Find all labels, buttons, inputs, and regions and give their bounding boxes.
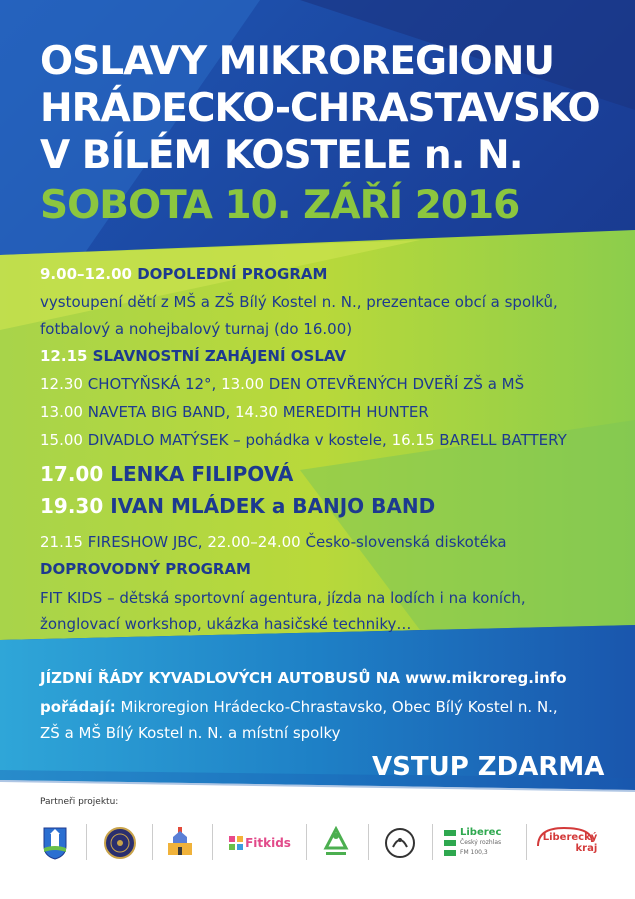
- row4-event2: Česko-slovenská diskotéka: [300, 533, 507, 551]
- row3-event1: DIVADLO MATÝSEK – pohádka v kostele,: [82, 431, 387, 449]
- fitkids-text: Fitkids: [245, 836, 291, 850]
- row4-time2: 22.00–24.00: [202, 533, 301, 551]
- circular-emblem-logo: [380, 822, 420, 864]
- headliner-2: [40, 494, 435, 518]
- headliner-1: [40, 462, 293, 486]
- bily-kostel-coat-of-arms-logo: [38, 822, 72, 864]
- row3-time1: 15.00: [40, 431, 83, 449]
- row1-time2: 13.00: [216, 375, 265, 393]
- program-row-2: [40, 402, 429, 422]
- headliner-2-name: IVAN MLÁDEK a BANJO BAND: [103, 494, 436, 518]
- headliner-2-time: 19.30: [40, 494, 104, 518]
- program-row-3: [40, 430, 567, 450]
- row1-time1: 12.30: [40, 375, 83, 393]
- partner-separator: [86, 824, 87, 860]
- kraj-text-2: kraj: [575, 843, 598, 854]
- liberec-radio-sub: Český rozhlas: [460, 839, 502, 846]
- label-opening: SLAVNOSTNÍ ZAHÁJENÍ OSLAV: [87, 347, 347, 365]
- time-opening: 12.15: [40, 347, 88, 365]
- liberecky-kraj-logo: [534, 822, 600, 864]
- row3-time2: 16.15: [386, 431, 435, 449]
- row2-time2: 14.30: [230, 403, 278, 421]
- partner-separator: [212, 824, 213, 860]
- partner-separator: [152, 824, 153, 860]
- side-program-desc-1: FIT KIDS – dětská sportovní agentura, jízda na lodích i na koních,: [40, 589, 526, 607]
- title-line-1: OSLAVY MIKROREGIONU: [40, 39, 555, 84]
- liberec-radio-fm: FM 100,3: [460, 849, 488, 856]
- side-program-heading: DOPROVODNÝ PROGRAM: [40, 560, 251, 578]
- program-row-4: [40, 532, 507, 552]
- organizers-line-1: [40, 696, 558, 719]
- program-row-1: [40, 374, 524, 394]
- row2-time1: 13.00: [40, 403, 83, 421]
- morning-desc-1: vystoupení dětí z MŠ a ZŠ Bílý Kostel n. N., prezentace obcí a spolků,: [40, 293, 558, 311]
- program-morning-heading: [40, 264, 327, 284]
- event-date: SOBOTA 10. ZÁŘÍ 2016: [40, 183, 520, 228]
- partner-separator: [526, 824, 527, 860]
- church-illustration-logo: [160, 822, 200, 864]
- organizers-line-2: ZŠ a MŠ Bílý Kostel n. N. a místní spolky: [40, 724, 341, 742]
- title-line-3: V BÍLÉM KOSTELE n. N.: [40, 133, 523, 178]
- row2-event1: NAVETA BIG BAND,: [82, 403, 231, 421]
- row4-event1: FIRESHOW JBC,: [82, 533, 203, 551]
- spolek-badge-logo: [100, 822, 140, 864]
- headliner-1-time: 17.00: [40, 462, 104, 486]
- row1-event1: CHOTYŇSKÁ 12°,: [82, 375, 217, 393]
- row1-event2: DEN OTEVŘENÝCH DVEŘÍ ZŠ a MŠ: [264, 375, 525, 393]
- partners-label: Partneři projektu:: [40, 797, 119, 807]
- kraj-text-1: Liberecký: [542, 832, 598, 843]
- row2-event2: MEREDITH HUNTER: [277, 403, 429, 421]
- partner-separator: [432, 824, 433, 860]
- row4-time1: 21.15: [40, 533, 83, 551]
- organizers-text-1: Mikroregion Hrádecko-Chrastavsko, Obec Bílý Kostel n. N.,: [115, 698, 558, 716]
- organizers-label: pořádají:: [40, 698, 116, 716]
- cesky-rozhlas-liberec-logo: [444, 822, 516, 864]
- morning-desc-2: fotbalový a nohejbalový turnaj (do 16.00): [40, 320, 353, 338]
- label-morning: DOPOLEDNÍ PROGRAM: [131, 265, 328, 283]
- headliner-1-name: LENKA FILIPOVÁ: [103, 462, 294, 486]
- green-figure-logo: [318, 822, 354, 864]
- partner-separator: [306, 824, 307, 860]
- row3-event2: BARELL BATTERY: [434, 431, 567, 449]
- title-line-2: HRÁDECKO-CHRASTAVSKO: [40, 86, 600, 131]
- fitkids-logo: [224, 822, 296, 864]
- liberec-radio-name: Liberec: [460, 827, 502, 838]
- free-entry: VSTUP ZDARMA: [372, 752, 605, 782]
- time-morning: 9.00–12.00: [40, 265, 132, 283]
- bus-schedule-info: JÍZDNÍ ŘÁDY KYVADLOVÝCH AUTOBUSŮ NA www.mikroreg.info: [40, 669, 567, 687]
- program-opening-heading: [40, 346, 346, 366]
- side-program-desc-2: žonglovací workshop, ukázka hasičské techniky…: [40, 615, 412, 633]
- partner-separator: [368, 824, 369, 860]
